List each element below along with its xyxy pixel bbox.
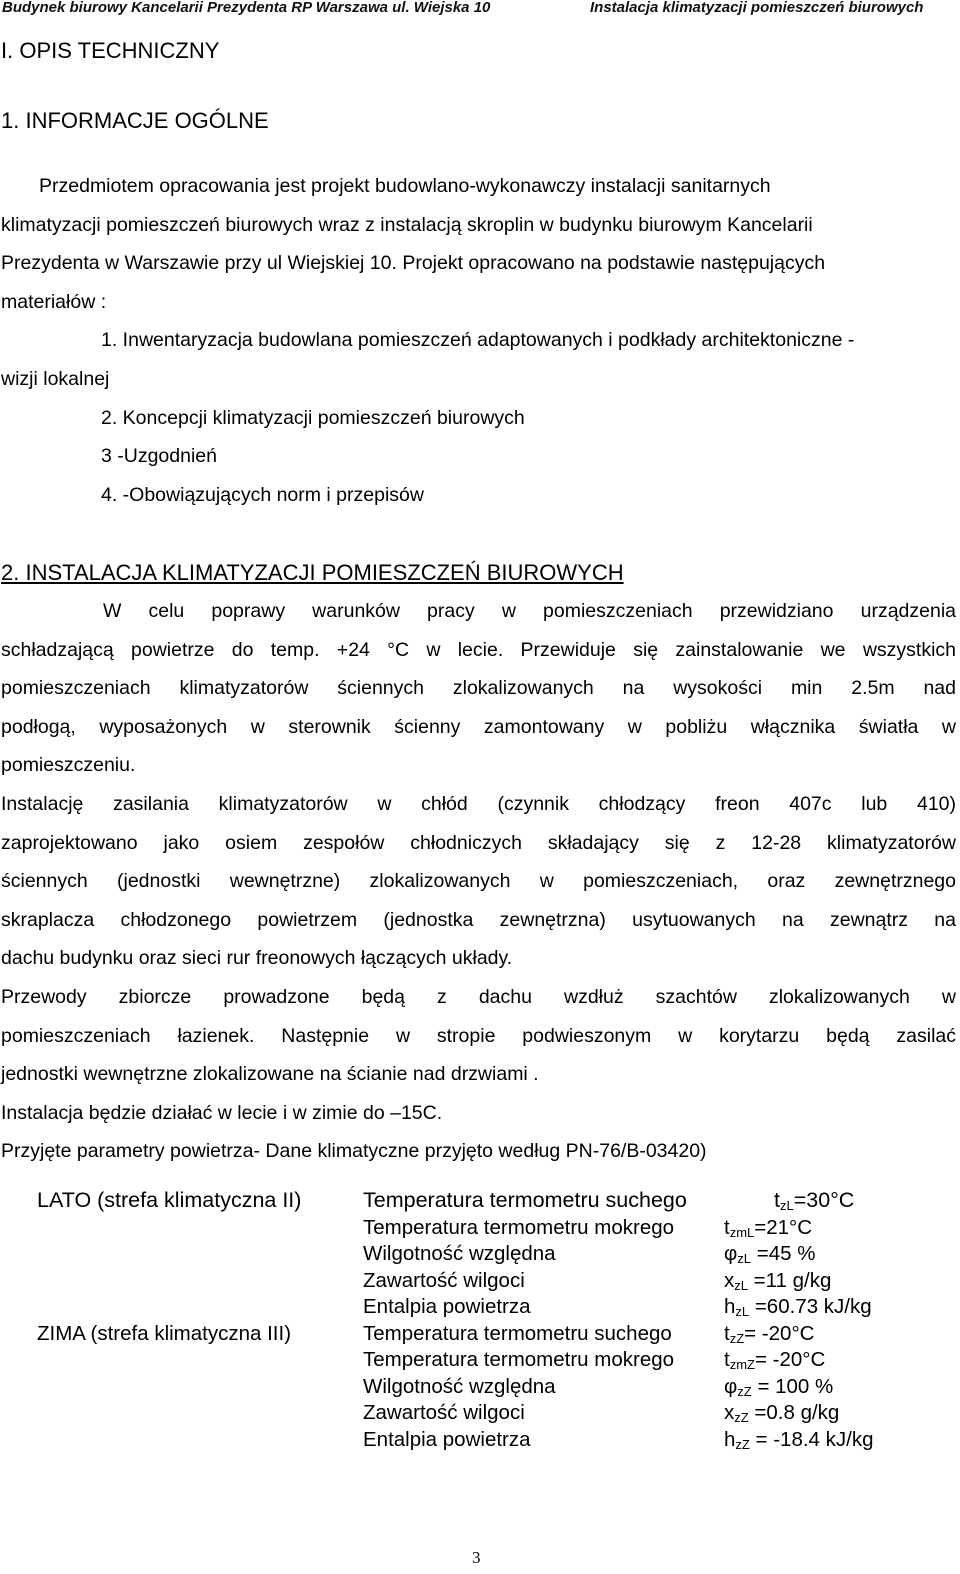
param-symbol: x (724, 1268, 735, 1292)
p1-line-5: pomieszczeniu. (1, 754, 136, 777)
param-number: =60.73 kJ/kg (749, 1295, 872, 1318)
param-value (724, 1240, 874, 1267)
p1-line-2: schładzającą powietrze do temp. +24 °C w lecie. Przewiduje się zainstalowanie we wszystkich (1, 638, 956, 661)
param-row (37, 1240, 874, 1267)
param-subscript: zZ (735, 1436, 750, 1452)
list-item-3: 3 -Uzgodnień (101, 445, 217, 468)
param-name: Zawartość wilgoci (363, 1401, 525, 1424)
param-number: =11 g/kg (747, 1268, 832, 1292)
p2-line-5: dachu budynku oraz sieci rur freonowych łączących układy. (1, 947, 513, 970)
param-name: Zawartość wilgoci (363, 1268, 525, 1292)
p5-line: Przyjęte parametry powietrza- Dane klimatyczne przyjęto według PN-76/B-03420) (1, 1140, 707, 1163)
param-subscript: zmL (729, 1224, 755, 1240)
param-symbol: h (724, 1427, 736, 1451)
sec2-title: 2. INSTALACJA KLIMATYZACJI POMIESZCZEŃ BIUROWYCH (1, 560, 624, 585)
param-value (724, 1266, 874, 1293)
p3-line-1: Przewody zbiorcze prowadzone będą z dachu wzdłuż szachtów zlokalizowanych w (1, 985, 956, 1008)
param-subscript: zL (779, 1198, 794, 1213)
param-symbol: φ (724, 1374, 738, 1398)
param-value (724, 1213, 874, 1240)
climate-params-table (37, 1181, 874, 1452)
header-right: Instalacja klimatyzacji pomieszczeń biurowych (590, 0, 924, 16)
header-left: Budynek biurowy Kancelarii Prezydenta RP Warszawa ul. Wiejska 10 (2, 0, 491, 16)
p4-line: Instalacja będzie działać w lecie i w zimie do –15C. (1, 1101, 443, 1124)
param-symbol: t (724, 1348, 730, 1371)
page-number: 3 (472, 1548, 481, 1567)
param-number: = -20°C (754, 1348, 826, 1371)
param-value (724, 1346, 874, 1373)
param-number: =30°C (793, 1188, 855, 1212)
param-row (37, 1319, 874, 1346)
param-row (37, 1425, 874, 1452)
list-item-2: 2. Koncepcji klimatyzacji pomieszczeń biurowych (101, 406, 525, 429)
p3-line-3: jednostki wewnętrzne zlokalizowane na ścianie nad drzwiami . (1, 1063, 539, 1086)
intro-line-2: klimatyzacji pomieszczeń biurowych wraz z instalacją skroplin w budynku biurowym Kancelarii (1, 213, 813, 236)
param-symbol: t (774, 1188, 780, 1212)
season-label (37, 1293, 363, 1320)
sec2-body (1, 592, 956, 1171)
intro-line-4: materiałów : (1, 290, 107, 313)
param-name: Temperatura termometru mokrego (363, 1215, 675, 1239)
param-subscript: zZ (737, 1383, 752, 1399)
param-value (724, 1372, 874, 1399)
param-symbol: h (724, 1295, 736, 1318)
param-symbol: t (724, 1215, 730, 1239)
param-number: =21°C (754, 1215, 813, 1239)
param-number: =45 % (751, 1242, 816, 1265)
list-item-1: 1. Inwentaryzacja budowlana pomieszczeń adaptowanych i podkłady architektoniczne - (101, 329, 855, 352)
sec1-title: 1. INFORMACJE OGÓLNE (1, 108, 269, 133)
param-name: Temperatura termometru suchego (363, 1321, 672, 1345)
p2-line-3: ściennych (jednostki wewnętrzne) zlokalizowanych w pomieszczeniach, oraz zewnętrznego (1, 870, 956, 893)
season-label (37, 1213, 363, 1240)
intro-line-1: Przedmiotem opracowania jest projekt budowlano-wykonawczy instalacji sanitarnych (39, 175, 771, 197)
param-subscript: zL (734, 1277, 748, 1293)
param-number: =0.8 g/kg (748, 1401, 840, 1424)
param-value (724, 1425, 874, 1452)
season-label: ZIMA (strefa klimatyczna III) (37, 1321, 292, 1345)
param-name: Temperatura termometru mokrego (363, 1348, 675, 1371)
season-label (37, 1425, 363, 1452)
param-row (37, 1266, 874, 1293)
intro-line-3: Prezydenta w Warszawie przy ul Wiejskiej 10. Projekt opracowano na podstawie następujących (1, 252, 826, 275)
season-label (37, 1399, 363, 1426)
param-name: Wilgotność względna (363, 1374, 556, 1398)
season-label (37, 1372, 363, 1399)
season-label (37, 1346, 363, 1373)
list-item-4: 4. -Obowiązujących norm i przepisów (101, 483, 424, 506)
param-subscript: zmZ (729, 1357, 755, 1372)
p1-line-1: W celu poprawy warunków pracy w pomieszczeniach przewidziano urządzenia (103, 600, 956, 622)
param-symbol: φ (724, 1242, 738, 1265)
p3-line-2: pomieszczeniach łazienek. Następnie w stropie podwieszonym w korytarzu będą zasilać (1, 1024, 956, 1047)
p2-line-4: skraplacza chłodzonego powietrzem (jednostka zewnętrzna) usytuowanych na zewnątrz na (1, 908, 956, 931)
param-row (37, 1181, 874, 1213)
p1-line-3: pomieszczeniach klimatyzatorów ściennych zlokalizowanych na wysokości min 2.5m nad (1, 677, 956, 700)
param-subscript: zL (737, 1251, 752, 1266)
param-value (724, 1399, 874, 1426)
param-symbol: x (724, 1401, 735, 1424)
param-row (37, 1213, 874, 1240)
param-row (37, 1399, 874, 1426)
p2-line-1: Instalację zasilania klimatyzatorów w chłód (czynnik chłodzący freon 407c lub 410) (1, 792, 956, 815)
param-value (724, 1181, 874, 1213)
param-number: = -20°C (744, 1321, 815, 1345)
p1-line-4: podłogą, wyposażonych w sterownik ścienny zamontowany w pobliżu włącznika światła w (1, 715, 956, 738)
param-number: = -18.4 kJ/kg (749, 1427, 874, 1451)
param-name: Temperatura termometru suchego (363, 1188, 687, 1212)
param-subscript: zZ (734, 1410, 749, 1425)
season-label (37, 1266, 363, 1293)
param-symbol: t (724, 1321, 730, 1345)
p2-line-2: zaprojektowano jako osiem zespołów chłodniczych składający się z 12-28 klimatyzatorów (1, 831, 956, 854)
season-label: LATO (strefa klimatyczna II) (37, 1188, 302, 1212)
param-name: Wilgotność względna (363, 1242, 556, 1265)
list-item-1-cont: wizji lokalnej (1, 367, 110, 390)
param-name: Entalpia powietrza (363, 1295, 531, 1318)
param-row (37, 1293, 874, 1320)
param-name: Entalpia powietrza (363, 1427, 531, 1451)
param-value (724, 1293, 874, 1320)
param-row (37, 1372, 874, 1399)
param-row (37, 1346, 874, 1373)
sec1-intro (1, 167, 956, 514)
section-title: I. OPIS TECHNICZNY (1, 38, 220, 63)
season-label (37, 1240, 363, 1267)
param-subscript: zZ (729, 1330, 745, 1346)
param-value (724, 1319, 874, 1346)
param-number: = 100 % (751, 1374, 834, 1398)
param-subscript: zL (735, 1304, 750, 1319)
